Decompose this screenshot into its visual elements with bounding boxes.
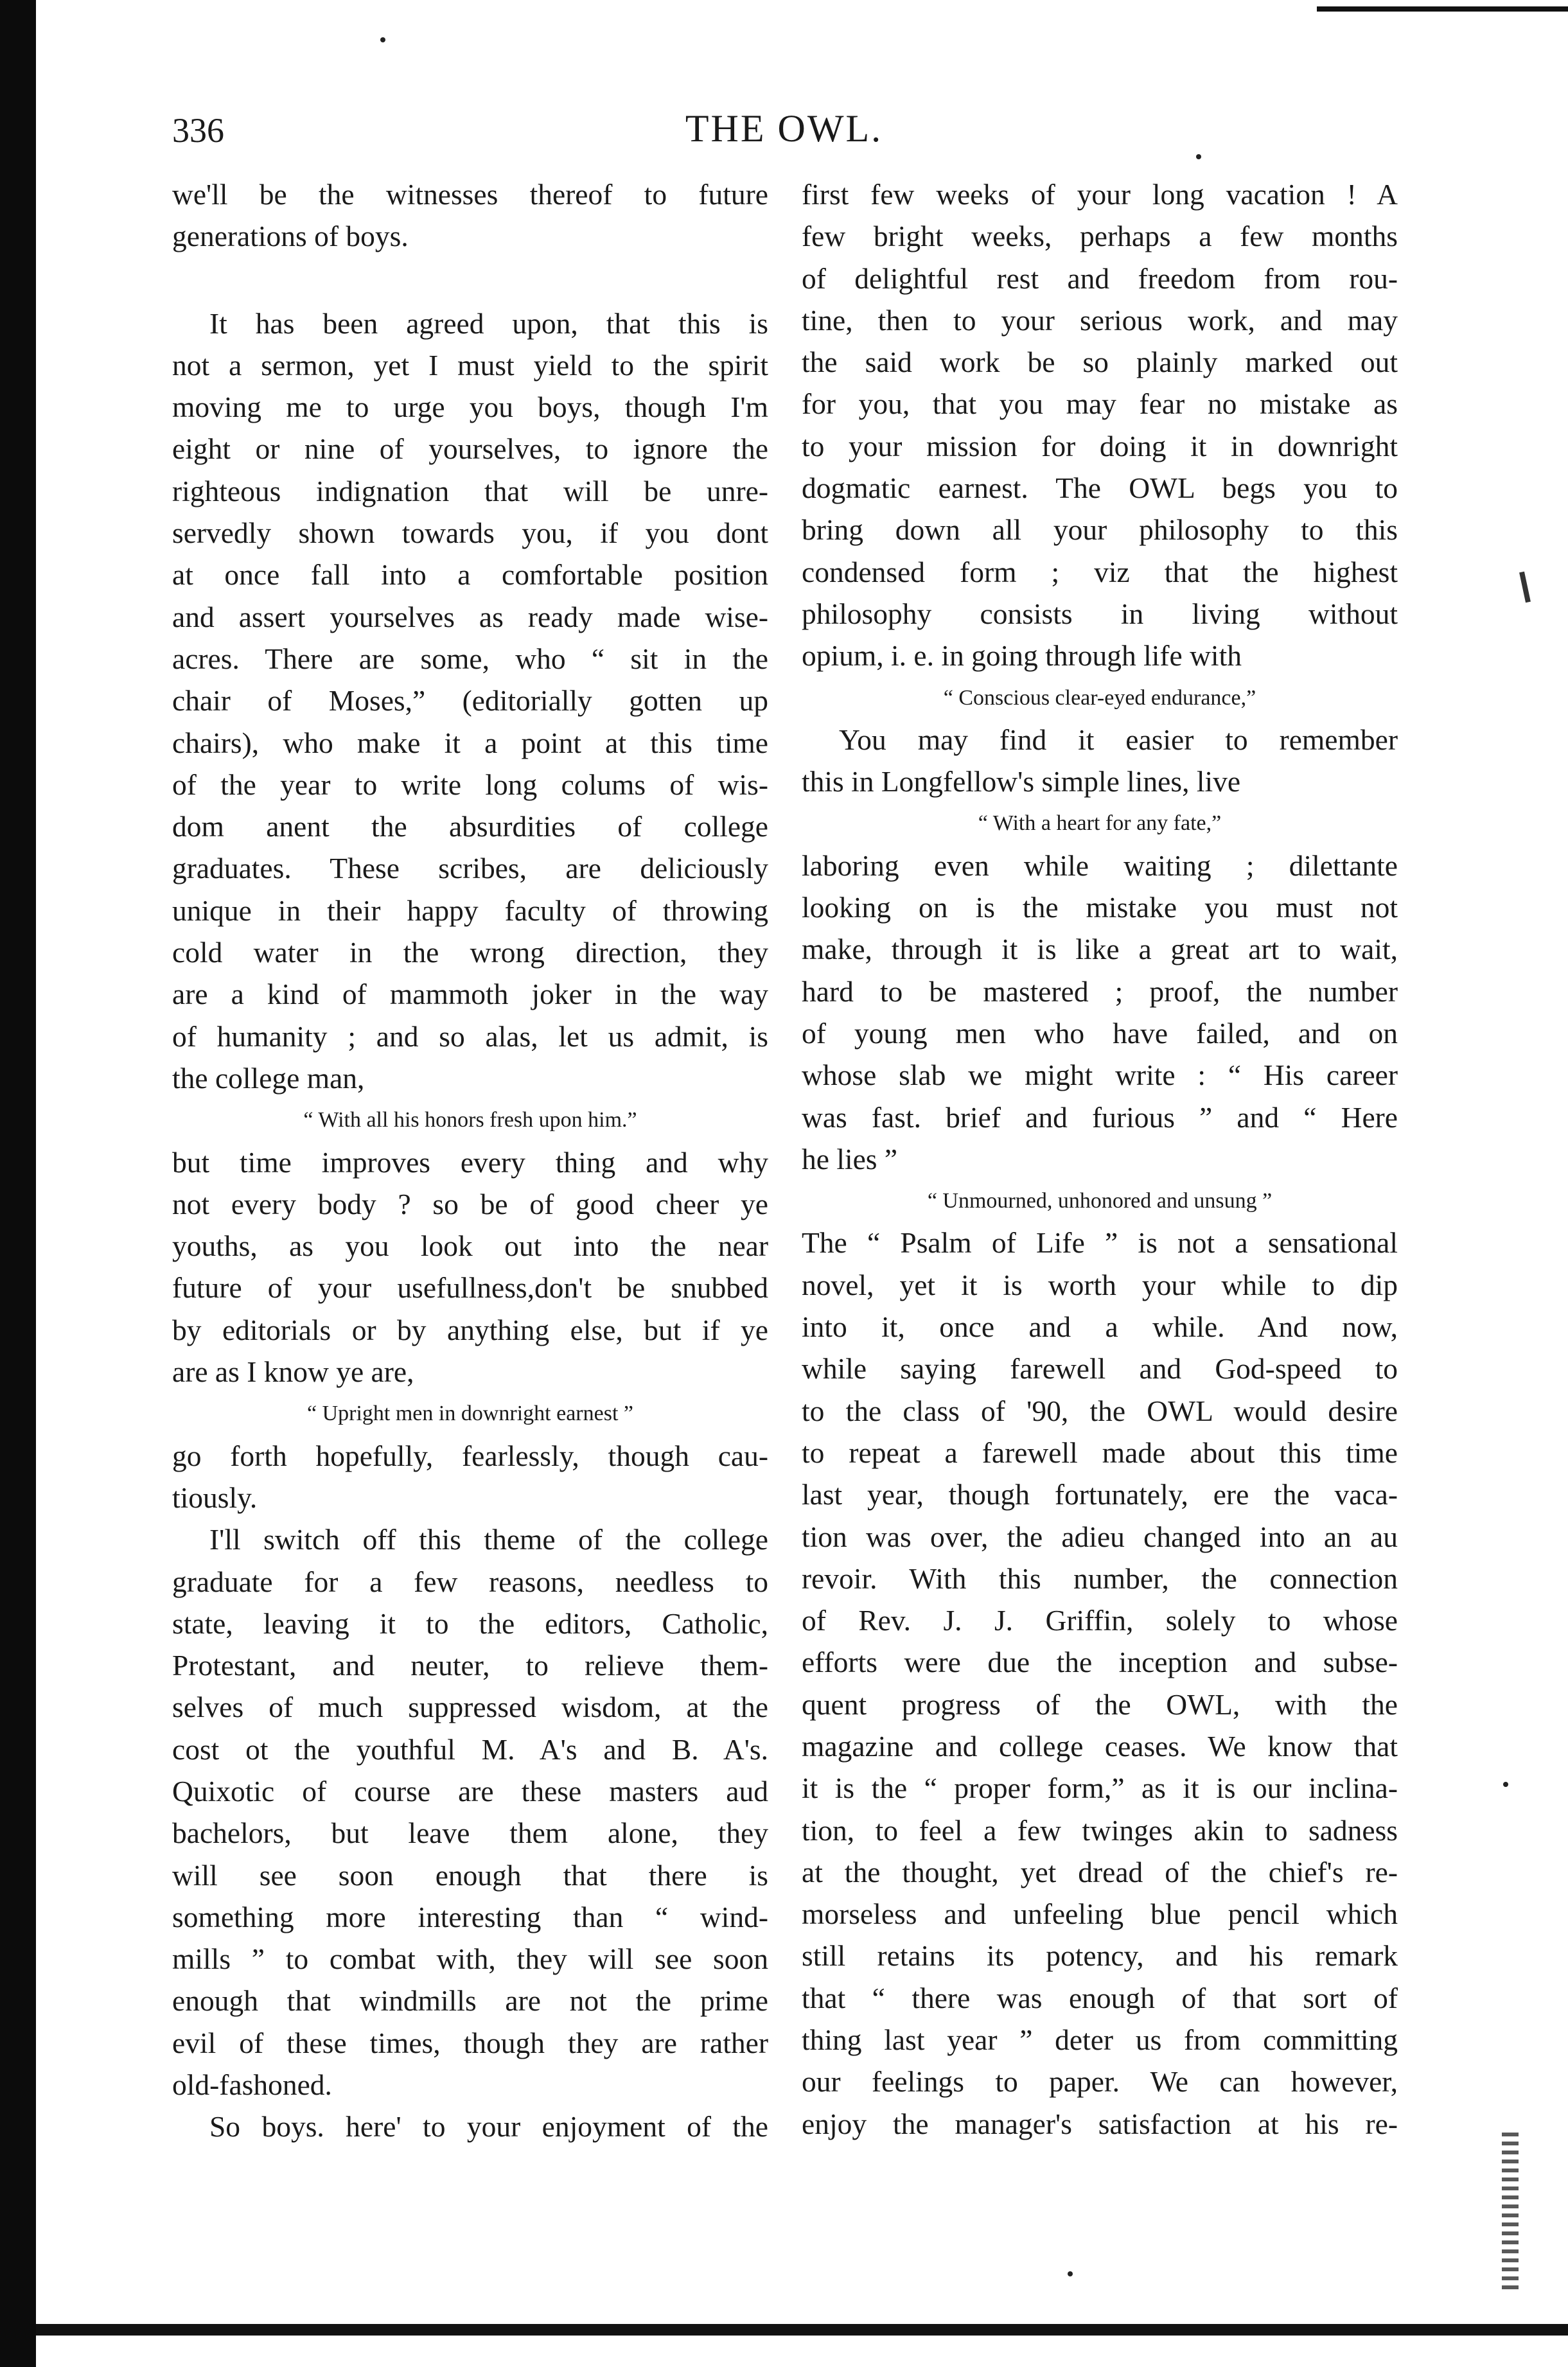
text-line: The “ Psalm of Life ” is not a sensational xyxy=(802,1226,1398,1260)
text-line: he lies ” xyxy=(802,1142,898,1175)
text-line: Quixotic of course are these masters aud xyxy=(172,1774,768,1808)
text-line: acres. There are some, who “ sit in the xyxy=(172,642,768,675)
text-line: the college man, xyxy=(172,1061,365,1095)
text-line: laboring even while waiting ; dilettante xyxy=(802,849,1398,882)
scan-edge-mark xyxy=(1519,572,1531,603)
scan-speck xyxy=(1068,2271,1073,2276)
text-line: not every body ? so be of good cheer ye xyxy=(172,1187,768,1220)
text-line: moving me to urge you boys, though I'm xyxy=(172,391,768,424)
text-line: graduate for a few reasons, needless to xyxy=(172,1565,768,1598)
text-line: for you, that you may fear no mistake as xyxy=(802,387,1398,421)
quotation-line: “ With a heart for any fate,” xyxy=(978,811,1222,836)
text-line: it is the “ proper form,” as it is our inclina- xyxy=(802,1772,1398,1805)
text-line: at once fall into a comfortable position xyxy=(172,558,768,592)
scan-speck xyxy=(380,37,385,42)
text-line: servedly shown towards you, if you dont xyxy=(172,516,768,550)
text-line: by editorials or by anything else, but if ye xyxy=(172,1313,768,1346)
text-line: that “ there was enough of that sort of xyxy=(802,1981,1398,2014)
text-line: bachelors, but leave them alone, they xyxy=(172,1817,768,1850)
text-line: tion was over, the adieu changed into an au xyxy=(802,1520,1398,1553)
text-line: into it, once and a while. And now, xyxy=(802,1310,1398,1344)
text-line: selves of much suppressed wisdom, at the xyxy=(172,1691,768,1724)
scan-left-border xyxy=(0,0,36,2367)
text-line: not a sermon, yet I must yield to the spirit xyxy=(172,348,768,382)
text-line: of humanity ; and so alas, let us admit, is xyxy=(172,1019,768,1053)
text-line: chair of Moses,” (editorially gotten up xyxy=(172,684,768,717)
text-line: I'll switch off this theme of the college xyxy=(209,1523,768,1556)
text-line: are as I know ye are, xyxy=(172,1355,414,1389)
text-line: morseless and unfeeling blue pencil which xyxy=(802,1897,1398,1931)
text-line: tiously. xyxy=(172,1481,258,1514)
text-column-left xyxy=(172,173,768,2148)
scan-speck xyxy=(1503,1782,1508,1787)
running-head: THE OWL. xyxy=(685,107,883,150)
text-line: old-fashoned. xyxy=(172,2068,332,2102)
text-line: first few weeks of your long vacation ! A xyxy=(802,178,1398,211)
text-line: evil of these times, though they are rather xyxy=(172,2026,768,2059)
text-line: hard to be mastered ; proof, the number xyxy=(802,974,1398,1008)
text-line: graduates. These scribes, are deliciously xyxy=(172,852,768,885)
text-line: to the class of '90, the OWL would desire xyxy=(802,1394,1398,1427)
text-line: novel, yet it is worth your while to dip xyxy=(802,1268,1398,1301)
scan-top-rule xyxy=(1317,6,1568,12)
text-line: will see soon enough that there is xyxy=(172,1858,768,1892)
text-line: condensed form ; viz that the highest xyxy=(802,555,1398,588)
text-line: dom anent the absurdities of college xyxy=(172,810,768,843)
text-line: future of your usefullness,don't be snubbed xyxy=(172,1271,768,1305)
text-line: go forth hopefully, fearlessly, though cau- xyxy=(172,1439,768,1472)
text-line: revoir. With this number, the connection xyxy=(802,1562,1398,1595)
text-line: state, leaving it to the editors, Catholic, xyxy=(172,1606,768,1640)
quotation-line: “ With all his honors fresh upon him.” xyxy=(303,1108,637,1132)
text-line: last year, though fortunately, ere the vaca- xyxy=(802,1478,1398,1511)
text-line: but time improves every thing and why xyxy=(172,1145,768,1179)
text-line: this in Longfellow's simple lines, live xyxy=(802,765,1241,798)
text-line: tion, to feel a few twinges akin to sadness xyxy=(802,1813,1398,1847)
text-line: still retains its potency, and his remark xyxy=(802,1939,1398,1973)
text-line: You may find it easier to remember xyxy=(839,723,1398,756)
text-line: and assert yourselves as ready made wise- xyxy=(172,600,768,633)
text-line: youths, as you look out into the near xyxy=(172,1229,768,1263)
text-line: cost ot the youthful M. A's and B. A's. xyxy=(172,1732,768,1766)
scan-speck xyxy=(1196,154,1201,159)
text-line: opium, i. e. in going through life with xyxy=(802,639,1242,673)
quotation-line: “ Conscious clear-eyed endurance,” xyxy=(943,685,1256,710)
text-line: of the year to write long colums of wis- xyxy=(172,768,768,801)
text-line: So boys. here' to your enjoyment of the xyxy=(209,2110,768,2143)
paragraph-gap xyxy=(172,258,768,303)
text-line: while saying farewell and God-speed to xyxy=(802,1352,1398,1386)
text-line: cold water in the wrong direction, they xyxy=(172,936,768,969)
text-line: to your mission for doing it in downright xyxy=(802,429,1398,462)
page-number: 336 xyxy=(172,111,224,150)
text-line: looking on is the mistake you must not xyxy=(802,891,1398,924)
text-line: whose slab we might write : “ His career xyxy=(802,1059,1398,1092)
text-line: eight or nine of yourselves, to ignore the xyxy=(172,432,768,466)
text-line: to repeat a farewell made about this time xyxy=(802,1436,1398,1469)
text-line: few bright weeks, perhaps a few months xyxy=(802,220,1398,253)
text-line: efforts were due the inception and subse- xyxy=(802,1646,1398,1679)
text-line: was fast. brief and furious ” and “ Here xyxy=(802,1100,1398,1134)
text-line: enough that windmills are not the prime xyxy=(172,1984,768,2018)
text-line: mills ” to combat with, they will see soon xyxy=(172,1942,768,1976)
text-line: of young men who have failed, and on xyxy=(802,1016,1398,1050)
text-line: at the thought, yet dread of the chief's re- xyxy=(802,1855,1398,1888)
text-line: unique in their happy faculty of throwing xyxy=(172,893,768,927)
text-line: bring down all your philosophy to this xyxy=(802,513,1398,547)
text-line: tine, then to your serious work, and may xyxy=(802,303,1398,337)
text-line: dogmatic earnest. The OWL begs you to xyxy=(802,471,1398,505)
text-line: quent progress of the OWL, with the xyxy=(802,1687,1398,1721)
quotation-line: “ Upright men in downright earnest ” xyxy=(307,1402,633,1426)
text-line: generations of boys. xyxy=(172,220,409,253)
text-line: make, through it is like a great art to wait, xyxy=(802,933,1398,966)
text-line: of delightful rest and freedom from rou- xyxy=(802,261,1398,295)
quotation-line: “ Unmourned, unhonored and unsung ” xyxy=(927,1189,1273,1213)
text-line: of Rev. J. J. Griffin, solely to whose xyxy=(802,1604,1398,1637)
text-line: magazine and college ceases. We know that xyxy=(802,1729,1398,1763)
scan-bottom-rule xyxy=(36,2324,1568,2336)
text-line: are a kind of mammoth joker in the way xyxy=(172,978,768,1011)
text-line: we'll be the witnesses thereof to future xyxy=(172,178,768,211)
text-line: enjoy the manager's satisfaction at his re- xyxy=(802,2107,1398,2140)
text-line: Protestant, and neuter, to relieve them- xyxy=(172,1649,768,1682)
scan-binding-marks xyxy=(1502,2133,1519,2293)
text-column-right xyxy=(802,173,1398,2145)
text-line: philosophy consists in living without xyxy=(802,597,1398,630)
text-line: the said work be so plainly marked out xyxy=(802,346,1398,379)
text-line: something more interesting than “ wind- xyxy=(172,1900,768,1933)
text-line: chairs), who make it a point at this time xyxy=(172,726,768,759)
text-line: righteous indignation that will be unre- xyxy=(172,474,768,507)
text-line: our feelings to paper. We can however, xyxy=(802,2065,1398,2099)
text-line: It has been agreed upon, that this is xyxy=(209,306,768,340)
text-line: thing last year ” deter us from committing xyxy=(802,2023,1398,2057)
